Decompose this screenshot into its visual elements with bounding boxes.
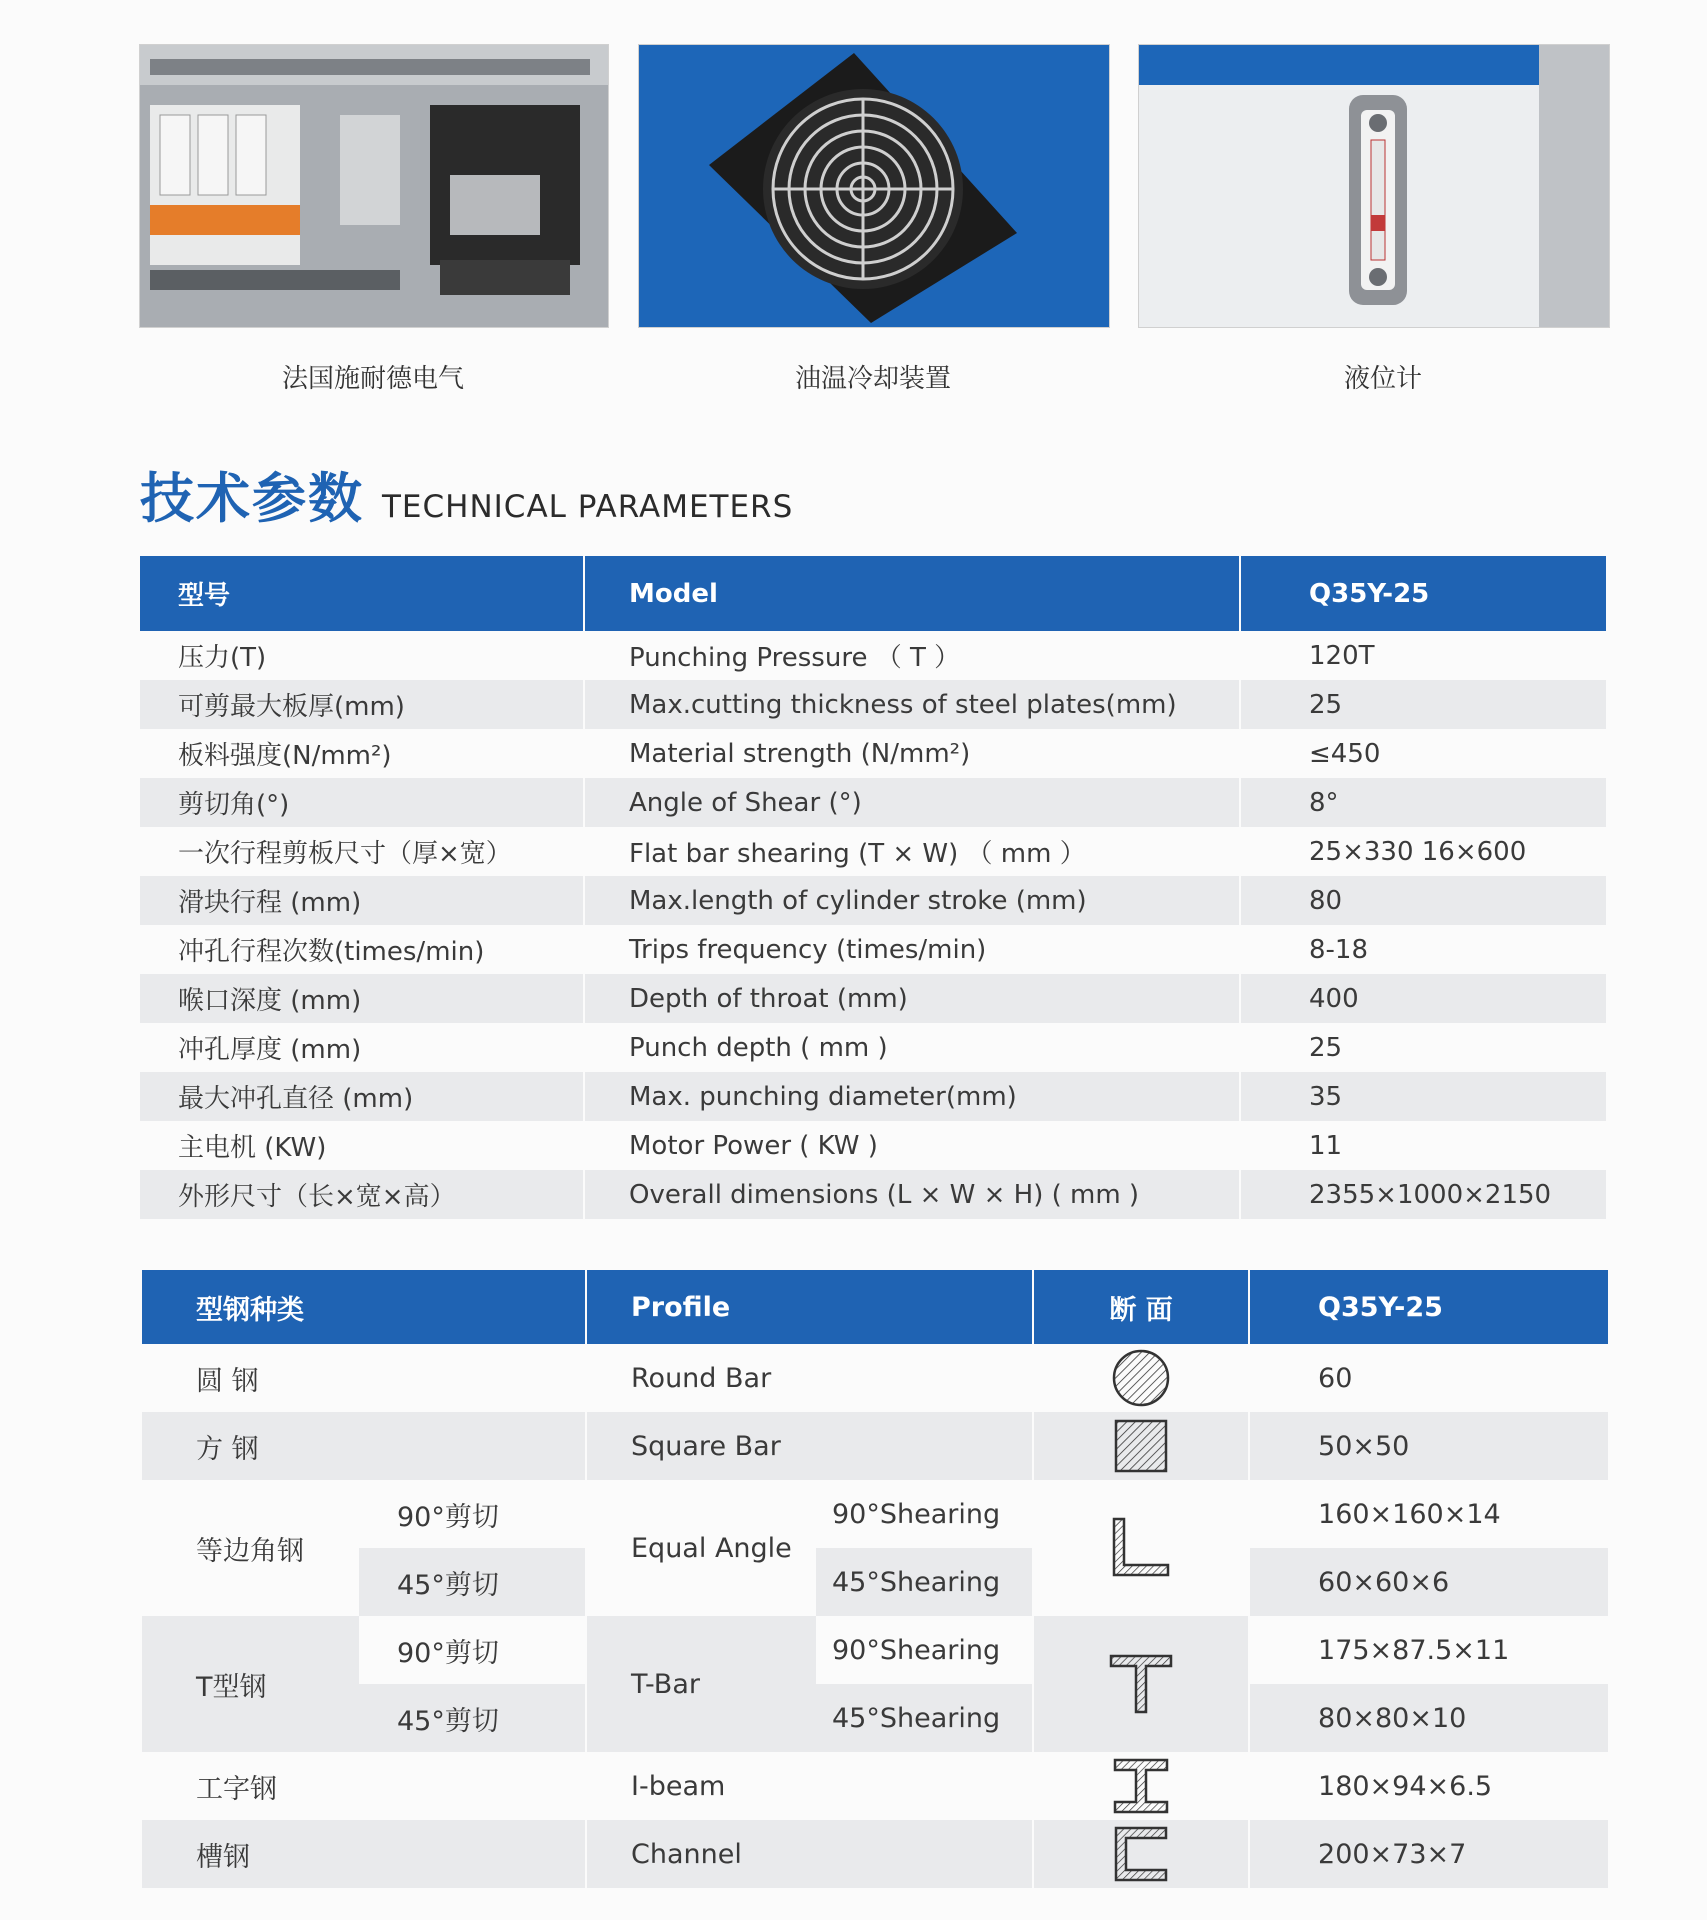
param-value: 120T	[1309, 640, 1375, 671]
header-model-cn: 型号	[140, 556, 584, 631]
param-name-cn: 冲孔厚度 (mm)	[140, 1023, 584, 1072]
table-row	[140, 974, 1606, 1023]
square-bar-cn: 方 钢	[142, 1412, 586, 1480]
channel-section-icon	[1112, 1826, 1170, 1882]
param-name-en: Material strength (N/mm²)	[584, 729, 1240, 778]
square-bar-value: 50×50	[1249, 1412, 1608, 1480]
param-name-cn: 压力(T)	[140, 631, 584, 680]
param-name-en: Depth of throat (mm)	[584, 974, 1240, 1023]
param-value: 8-18	[1309, 934, 1369, 965]
square-bar-en: Square Bar	[586, 1412, 1033, 1480]
tbar-cut90-cn: 90°剪切	[359, 1616, 586, 1684]
table-row	[140, 1121, 1606, 1170]
angle-section-icon	[1110, 1517, 1172, 1579]
tbar-value45: 80×80×10	[1249, 1684, 1608, 1752]
params-header-row	[140, 556, 1606, 631]
equal-angle-cut90-en: 90°Shearing	[816, 1480, 1033, 1548]
param-name-en: Max.cutting thickness of steel plates(mm)	[584, 680, 1240, 729]
profile-capacity-table	[142, 1270, 1608, 1888]
param-name-cn: 冲孔行程次数(times/min)	[140, 925, 584, 974]
equal-angle-value45: 60×60×6	[1249, 1548, 1608, 1616]
param-value: 25	[1240, 680, 1606, 729]
round-bar-cn: 圆 钢	[142, 1344, 586, 1412]
param-name-cn: 剪切角(°)	[140, 778, 584, 827]
param-value: ≤450	[1309, 738, 1381, 769]
table-row	[140, 729, 1606, 778]
table-row	[140, 631, 1606, 680]
param-name-en: Punching Pressure （ T ）	[584, 631, 1240, 680]
tbar-cut90-en: 90°Shearing	[816, 1616, 1033, 1684]
section-heading	[140, 456, 793, 533]
ibeam-en: I-beam	[586, 1752, 1033, 1820]
channel-value: 200×73×7	[1249, 1820, 1608, 1888]
photo-caption-level-gauge: 液位计	[1343, 364, 1422, 394]
square-section-icon	[1113, 1418, 1169, 1474]
param-name-en: Trips frequency (times/min)	[584, 925, 1240, 974]
equal-angle-cut45-cn: 45°剪切	[359, 1548, 586, 1616]
param-value: 11	[1309, 1130, 1343, 1161]
tbar-cn: T型钢	[142, 1616, 359, 1752]
round-bar-value: 60	[1249, 1344, 1608, 1412]
param-value: 2355×1000×2150	[1240, 1170, 1606, 1219]
table-row	[140, 1170, 1606, 1219]
tbar-cut45-cn: 45°剪切	[359, 1684, 586, 1752]
header-model-value: Q35Y-25	[1240, 556, 1606, 631]
param-name-en: Max. punching diameter(mm)	[584, 1072, 1240, 1121]
tbar-en: T-Bar	[586, 1616, 816, 1752]
table-row	[140, 778, 1606, 827]
param-value: 400	[1240, 974, 1606, 1023]
ibeam-section-icon	[1111, 1758, 1171, 1814]
heading-cn: 技术参数	[140, 467, 364, 530]
param-value: 25	[1309, 1032, 1343, 1063]
header-profile-cn: 型钢种类	[142, 1270, 586, 1344]
table-row	[142, 1752, 1608, 1820]
table-row	[140, 827, 1606, 876]
table-row	[140, 925, 1606, 974]
param-name-cn: 最大冲孔直径 (mm)	[140, 1072, 584, 1121]
table-row	[140, 876, 1606, 925]
table-row	[142, 1480, 1608, 1548]
table-row	[140, 680, 1606, 729]
equal-angle-cn: 等边角钢	[142, 1480, 359, 1616]
table-row	[142, 1616, 1608, 1684]
param-name-en: Punch depth ( mm )	[584, 1023, 1240, 1072]
param-value: 8°	[1240, 778, 1606, 827]
param-name-cn: 可剪最大板厚(mm)	[140, 680, 584, 729]
header-profile-en: Profile	[586, 1270, 1033, 1344]
table-row	[142, 1548, 1608, 1616]
table-row	[140, 1023, 1606, 1072]
param-value: 80	[1240, 876, 1606, 925]
param-name-cn: 板料强度(N/mm²)	[140, 729, 584, 778]
equal-angle-cut90-cn: 90°剪切	[359, 1480, 586, 1548]
table-row	[142, 1820, 1608, 1888]
round-section-icon	[1111, 1348, 1171, 1408]
tbar-cut45-en: 45°Shearing	[816, 1684, 1033, 1752]
channel-en: Channel	[586, 1820, 1033, 1888]
level-gauge-photo	[1138, 44, 1610, 328]
param-name-en: Angle of Shear (°)	[584, 778, 1240, 827]
photo-caption-electrical: 法国施耐德电气	[281, 364, 464, 394]
param-name-cn: 滑块行程 (mm)	[140, 876, 584, 925]
table-row	[142, 1344, 1608, 1412]
electrical-cabinet-photo	[139, 44, 609, 328]
param-name-en: Motor Power ( KW )	[584, 1121, 1240, 1170]
technical-parameters-table	[140, 556, 1606, 1219]
tbar-section-icon	[1109, 1654, 1173, 1714]
channel-cn: 槽钢	[142, 1820, 586, 1888]
ibeam-cn: 工字钢	[142, 1752, 586, 1820]
header-model-en: Model	[584, 556, 1240, 631]
tbar-value90: 175×87.5×11	[1249, 1616, 1608, 1684]
table-row	[142, 1412, 1608, 1480]
ibeam-value: 180×94×6.5	[1249, 1752, 1608, 1820]
param-name-en: Flat bar shearing (T × W) （ mm ）	[584, 827, 1240, 876]
param-value: 25×330 16×600	[1309, 836, 1527, 867]
profiles-header-row	[142, 1270, 1608, 1344]
round-bar-en: Round Bar	[586, 1344, 1033, 1412]
param-value: 35	[1240, 1072, 1606, 1121]
table-row	[140, 1072, 1606, 1121]
equal-angle-en: Equal Angle	[586, 1480, 816, 1616]
param-name-cn: 喉口深度 (mm)	[140, 974, 584, 1023]
heading-en: TECHNICAL PARAMETERS	[382, 489, 794, 525]
param-name-cn: 一次行程剪板尺寸（厚×宽）	[140, 827, 584, 876]
param-name-cn: 外形尺寸（长×宽×高）	[140, 1170, 584, 1219]
equal-angle-cut45-en: 45°Shearing	[816, 1548, 1033, 1616]
header-profile-value: Q35Y-25	[1249, 1270, 1608, 1344]
param-name-en: Max.length of cylinder stroke (mm)	[584, 876, 1240, 925]
param-name-cn: 主电机 (KW)	[140, 1121, 584, 1170]
fan-cooling-photo	[638, 44, 1110, 328]
equal-angle-value90: 160×160×14	[1249, 1480, 1608, 1548]
photo-caption-cooling: 油温冷却装置	[794, 364, 951, 394]
param-name-en: Overall dimensions (L × W × H) ( mm )	[584, 1170, 1240, 1219]
header-section: 断 面	[1033, 1270, 1249, 1344]
table-row	[142, 1684, 1608, 1752]
